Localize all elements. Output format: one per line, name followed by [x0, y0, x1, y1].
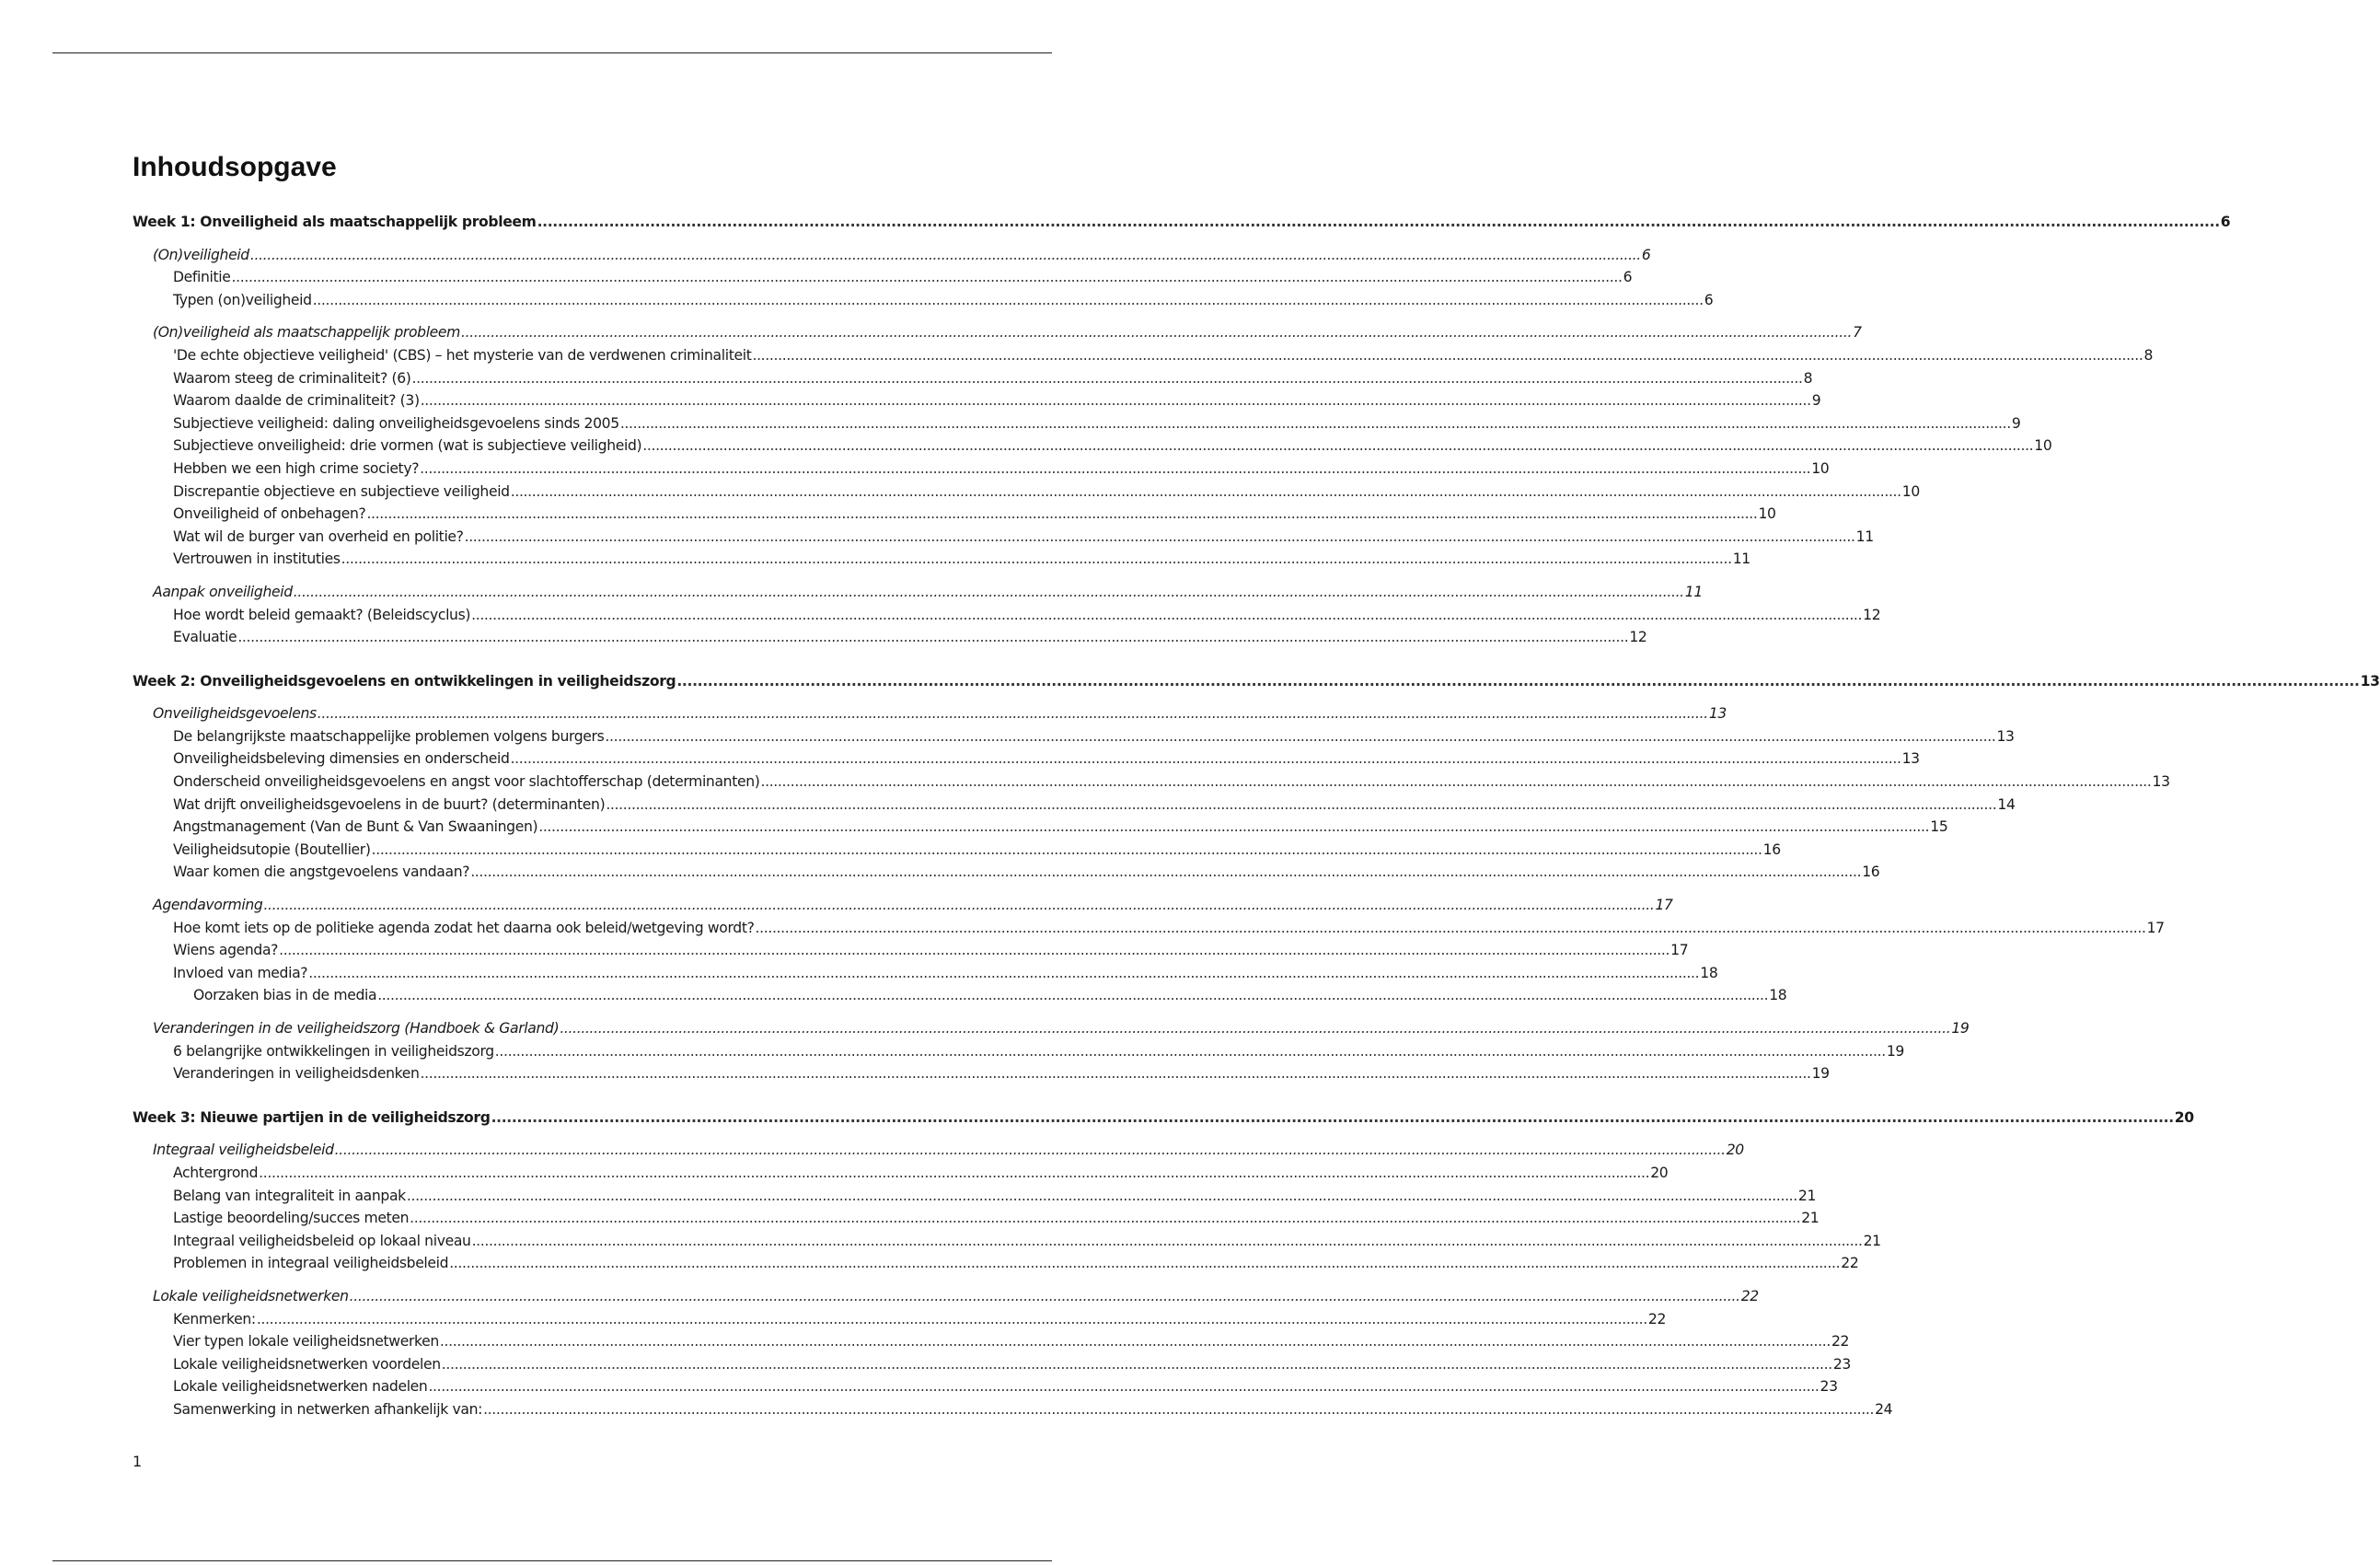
toc-entry-title: De belangrijkste maatschappelijke problemen volgens burgers	[173, 727, 605, 745]
toc-dot-leader	[257, 1308, 1647, 1331]
toc-entry-level-1[interactable]	[133, 1107, 2194, 1130]
toc-entry-title: Waar komen die angstgevoelens vandaan?	[173, 864, 470, 881]
toc-dot-leader	[560, 1017, 1950, 1040]
toc-entry-level-3[interactable]	[133, 526, 1874, 549]
toc-entry-level-3[interactable]	[133, 1185, 1817, 1208]
toc-entry-page: 9	[2011, 414, 2021, 432]
toc-dot-leader	[421, 1062, 1811, 1085]
toc-entry-page: 16	[1862, 864, 1880, 881]
toc-entry-level-2[interactable]	[133, 894, 1673, 917]
toc-dot-leader	[350, 1285, 1740, 1308]
toc-entry-page: 19	[1811, 1065, 1830, 1083]
toc-entry-level-3[interactable]	[133, 1040, 1904, 1063]
toc-entry-level-2[interactable]	[133, 321, 1862, 344]
toc-dot-leader	[470, 861, 1861, 884]
toc-entry-page: 19	[1951, 1020, 1970, 1037]
toc-entry-page: 6	[2220, 214, 2231, 230]
toc-entry-title: Invloed van media?	[173, 964, 308, 981]
toc-dot-leader	[752, 344, 2143, 367]
toc-dot-leader	[279, 939, 1669, 962]
toc-dot-leader	[372, 839, 1762, 862]
toc-entry-level-3[interactable]	[133, 548, 1750, 571]
toc-entry-level-3[interactable]	[133, 962, 1718, 985]
toc-entry-level-3[interactable]	[133, 412, 2021, 435]
toc-entry-title: Onveiligheidsbeleving dimensies en onderscheid	[173, 750, 510, 768]
toc-dot-leader	[756, 917, 2146, 940]
toc-entry-level-3[interactable]	[133, 939, 1689, 962]
toc-entry-page: 14	[1997, 795, 2016, 813]
toc-entry-level-3[interactable]	[133, 917, 2165, 940]
toc-entry-title: Hebben we een high crime society?	[173, 459, 420, 477]
toc-entry-page: 8	[2143, 346, 2154, 364]
toc-dot-leader	[461, 321, 1852, 344]
footer-rule	[52, 1560, 1052, 1561]
toc-entry-title: Veranderingen in de veiligheidszorg (Handboek & Garland)	[153, 1020, 560, 1037]
toc-entry-level-3[interactable]	[133, 503, 1776, 526]
toc-entry-level-1[interactable]	[133, 211, 2231, 234]
toc-entry-page: 17	[1655, 897, 1673, 914]
toc-entry-title: Veiligheidsutopie (Boutellier)	[173, 840, 371, 858]
toc-entry-title: Week 3: Nieuwe partijen in de veiligheidszorg	[133, 1108, 491, 1126]
toc-entry-level-2[interactable]	[133, 244, 1651, 267]
toc-dot-leader	[259, 1162, 1649, 1185]
toc-dot-leader	[511, 481, 1901, 504]
toc-entry-level-3[interactable]	[133, 1062, 1830, 1085]
toc-entry-page: 12	[1629, 629, 1647, 646]
toc-dot-leader	[606, 794, 1996, 817]
toc-dot-leader	[442, 1353, 1832, 1376]
toc-entry-title: Hoe wordt beleid gemaakt? (Beleidscyclus)	[173, 606, 471, 623]
toc-entry-level-3[interactable]	[133, 1308, 1667, 1331]
toc-entry-level-3[interactable]	[133, 289, 1714, 312]
toc-entry-page: 6	[1623, 269, 1633, 286]
toc-entry-page: 7	[1853, 324, 1862, 342]
toc-entry-page: 10	[1758, 505, 1776, 523]
toc-entry-title: Definitie	[173, 269, 231, 286]
toc-entry-title: Wat drijft onveiligheidsgevoelens in de buurt? (determinanten)	[173, 795, 606, 813]
toc-entry-level-1[interactable]	[133, 670, 2380, 693]
toc-entry-page: 23	[1832, 1355, 1851, 1373]
toc-entry-page: 13	[2360, 672, 2380, 690]
toc-entry-level-3[interactable]	[133, 481, 1920, 504]
toc-entry-level-3[interactable]	[133, 816, 1948, 839]
toc-entry-page: 13	[2152, 773, 2170, 791]
toc-entry-level-2[interactable]	[133, 702, 1727, 725]
toc-dot-leader	[237, 626, 1628, 649]
toc-entry-title: Evaluatie	[173, 629, 237, 646]
toc-entry-title: Integraal veiligheidsbeleid op lokaal niveau	[173, 1232, 471, 1249]
page-title: Inhoudsopgave	[133, 152, 337, 182]
toc-entry-page: 23	[1820, 1378, 1838, 1396]
toc-entry-title: Kenmerken:	[173, 1310, 256, 1327]
toc-dot-leader	[491, 1107, 2174, 1130]
toc-entry-level-4[interactable]	[133, 984, 1787, 1007]
toc-entry-level-3[interactable]	[133, 266, 1633, 289]
header-rule	[52, 52, 1052, 53]
toc-entry-page: 22	[1831, 1333, 1850, 1351]
toc-entry-page: 24	[1875, 1400, 1893, 1418]
toc-dot-leader	[412, 367, 1803, 390]
toc-entry-level-2[interactable]	[133, 1017, 1970, 1040]
toc-entry-title: Hoe komt iets op de politieke agenda zodat het daarna ook beleid/wetgeving wordt?	[173, 919, 755, 936]
toc-entry-page: 10	[1901, 482, 1920, 500]
toc-dot-leader	[537, 211, 2220, 234]
toc-entry-page: 20	[2174, 1108, 2194, 1126]
toc-dot-leader	[620, 412, 2011, 435]
toc-entry-level-3[interactable]	[133, 1207, 1820, 1230]
toc-entry-page: 13	[1996, 727, 2015, 745]
toc-dot-leader	[642, 435, 2033, 458]
toc-entry-title: Lokale veiligheidsnetwerken	[153, 1287, 349, 1304]
toc-entry-title: Samenwerking in netwerken afhankelijk van:	[173, 1400, 483, 1418]
toc-entry-page: 13	[1708, 705, 1727, 723]
toc-dot-leader	[294, 581, 1684, 604]
toc-entry-title: Onveiligheidsgevoelens	[153, 705, 317, 723]
toc-dot-leader	[313, 289, 1704, 312]
toc-entry-title: Integraal veiligheidsbeleid	[153, 1142, 334, 1159]
toc-entry-title: Onveiligheid of onbehagen?	[173, 505, 366, 523]
toc-entry-level-3[interactable]	[133, 1398, 1893, 1421]
toc-entry-title: Subjectieve onveiligheid: drie vormen (wat is subjectieve veiligheid)	[173, 437, 642, 455]
toc-entry-level-3[interactable]	[133, 1162, 1669, 1185]
toc-dot-leader	[440, 1330, 1831, 1353]
toc-entry-title: Agendavorming	[153, 897, 263, 914]
toc-entry-level-2[interactable]	[133, 1139, 1744, 1162]
toc-dot-leader	[760, 771, 2151, 794]
toc-entry-level-3[interactable]	[133, 435, 2052, 458]
toc-entry-title: Typen (on)veiligheid	[173, 291, 312, 308]
toc-dot-leader	[495, 1040, 1886, 1063]
toc-entry-level-3[interactable]	[133, 1252, 1859, 1275]
toc-entry-level-3[interactable]	[133, 1375, 1838, 1398]
toc-dot-leader	[465, 526, 1855, 549]
toc-entry-title: Onderscheid onveiligheidsgevoelens en angst voor slachtofferschap (determinanten)	[173, 773, 760, 791]
toc-entry-page: 21	[1801, 1210, 1820, 1227]
toc-entry-title: Wat wil de burger van overheid en politie?	[173, 527, 464, 545]
toc-entry-page: 21	[1797, 1187, 1817, 1204]
toc-dot-leader	[377, 984, 1768, 1007]
toc-entry-level-3[interactable]	[133, 626, 1647, 649]
toc-entry-page: 17	[1670, 942, 1689, 959]
toc-entry-title: Week 2: Onveiligheidsgevoelens en ontwikkelingen in veiligheidszorg	[133, 672, 676, 690]
toc-entry-title: 'De echte objectieve veiligheid' (CBS) – het mysterie van de verdwenen criminaliteit	[173, 346, 752, 364]
toc-dot-leader	[511, 748, 1901, 771]
toc-entry-title: Lastige beoordeling/succes meten	[173, 1210, 410, 1227]
toc-entry-page: 10	[1811, 459, 1830, 477]
toc-entry-level-3[interactable]	[133, 725, 2015, 748]
toc-entry-level-3[interactable]	[133, 1230, 1881, 1253]
toc-dot-leader	[483, 1398, 1874, 1421]
toc-entry-title: Belang van integraliteit in aanpak	[173, 1187, 406, 1204]
toc-dot-leader	[449, 1252, 1840, 1275]
toc-dot-leader	[676, 670, 2359, 693]
toc-dot-leader	[335, 1139, 1726, 1162]
toc-entry-title: Lokale veiligheidsnetwerken voordelen	[173, 1355, 441, 1373]
toc-entry-page: 18	[1769, 987, 1787, 1004]
table-of-contents	[133, 211, 2380, 1421]
toc-entry-level-3[interactable]	[133, 1353, 1851, 1376]
toc-entry-page: 19	[1886, 1042, 1904, 1060]
toc-dot-leader	[428, 1375, 1819, 1398]
toc-entry-page: 18	[1700, 964, 1718, 981]
toc-dot-leader	[318, 702, 1708, 725]
toc-entry-level-3[interactable]	[133, 748, 1920, 771]
toc-entry-title: Achtergrond	[173, 1164, 259, 1181]
toc-entry-level-3[interactable]	[133, 794, 2016, 817]
toc-entry-page: 11	[1684, 583, 1703, 600]
toc-entry-page: 22	[1647, 1310, 1667, 1327]
toc-entry-title: Aanpak onveiligheid	[153, 583, 293, 600]
toc-dot-leader	[538, 816, 1929, 839]
toc-dot-leader	[410, 1207, 1800, 1230]
toc-entry-level-3[interactable]	[133, 604, 1881, 627]
toc-entry-level-3[interactable]	[133, 389, 1821, 412]
toc-entry-title: Subjectieve veiligheid: daling onveiligheidsgevoelens sinds 2005	[173, 414, 619, 432]
toc-entry-page: 6	[1704, 291, 1714, 308]
toc-entry-title: Discrepantie objectieve en subjectieve veiligheid	[173, 482, 510, 500]
toc-entry-title: Oorzaken bias in de media	[193, 987, 377, 1004]
toc-entry-page: 22	[1841, 1255, 1859, 1272]
toc-entry-page: 11	[1855, 527, 1874, 545]
toc-entry-level-3[interactable]	[133, 861, 1880, 884]
toc-entry-page: 6	[1641, 246, 1651, 263]
toc-dot-leader	[472, 1230, 1863, 1253]
toc-dot-leader	[232, 266, 1623, 289]
page-number: 1	[133, 1453, 143, 1470]
toc-dot-leader	[366, 503, 1757, 526]
toc-entry-title: Vier typen lokale veiligheidsnetwerken	[173, 1333, 439, 1351]
toc-entry-page: 11	[1732, 551, 1750, 568]
toc-entry-title: Lokale veiligheidsnetwerken nadelen	[173, 1378, 428, 1396]
toc-entry-page: 22	[1740, 1287, 1759, 1304]
toc-entry-level-3[interactable]	[133, 771, 2170, 794]
toc-dot-leader	[308, 962, 1699, 985]
toc-entry-level-2[interactable]	[133, 1285, 1759, 1308]
toc-entry-title: 6 belangrijke ontwikkelingen in veiligheidszorg	[173, 1042, 494, 1060]
toc-entry-level-3[interactable]	[133, 367, 1813, 390]
toc-entry-title: (On)veiligheid	[153, 246, 249, 263]
toc-entry-level-3[interactable]	[133, 1330, 1850, 1353]
toc-entry-title: (On)veiligheid als maatschappelijk probleem	[153, 324, 461, 342]
toc-dot-leader	[420, 458, 1810, 481]
toc-entry-page: 15	[1930, 818, 1948, 836]
toc-entry-page: 20	[1650, 1164, 1669, 1181]
toc-entry-page: 17	[2146, 919, 2165, 936]
toc-dot-leader	[407, 1185, 1797, 1208]
toc-entry-level-3[interactable]	[133, 458, 1830, 481]
toc-entry-page: 9	[1811, 392, 1821, 410]
toc-entry-title: Week 1: Onveiligheid als maatschappelijk probleem	[133, 214, 537, 230]
toc-entry-title: Veranderingen in veiligheidsdenken	[173, 1065, 420, 1083]
toc-entry-page: 13	[1901, 750, 1920, 768]
toc-entry-level-3[interactable]	[133, 344, 2154, 367]
toc-dot-leader	[250, 244, 1641, 267]
toc-entry-title: Problemen in integraal veiligheidsbeleid	[173, 1255, 449, 1272]
toc-entry-page: 8	[1803, 369, 1813, 387]
toc-entry-page: 10	[2034, 437, 2052, 455]
toc-entry-title: Angstmanagement (Van de Bunt & Van Swaaningen)	[173, 818, 538, 836]
toc-entry-page: 21	[1863, 1232, 1881, 1249]
toc-entry-title: Vertrouwen in instituties	[173, 551, 341, 568]
toc-entry-page: 12	[1863, 606, 1881, 623]
toc-dot-leader	[471, 604, 1862, 627]
toc-dot-leader	[263, 894, 1654, 917]
toc-entry-page: 20	[1726, 1142, 1744, 1159]
toc-dot-leader	[341, 548, 1732, 571]
toc-dot-leader	[421, 389, 1811, 412]
toc-entry-title: Waarom steeg de criminaliteit? (6)	[173, 369, 411, 387]
toc-entry-title: Waarom daalde de criminaliteit? (3)	[173, 392, 420, 410]
toc-entry-level-3[interactable]	[133, 839, 1781, 862]
toc-entry-level-2[interactable]	[133, 581, 1703, 604]
toc-entry-title: Wiens agenda?	[173, 942, 279, 959]
toc-dot-leader	[605, 725, 1995, 748]
toc-entry-page: 16	[1762, 840, 1781, 858]
